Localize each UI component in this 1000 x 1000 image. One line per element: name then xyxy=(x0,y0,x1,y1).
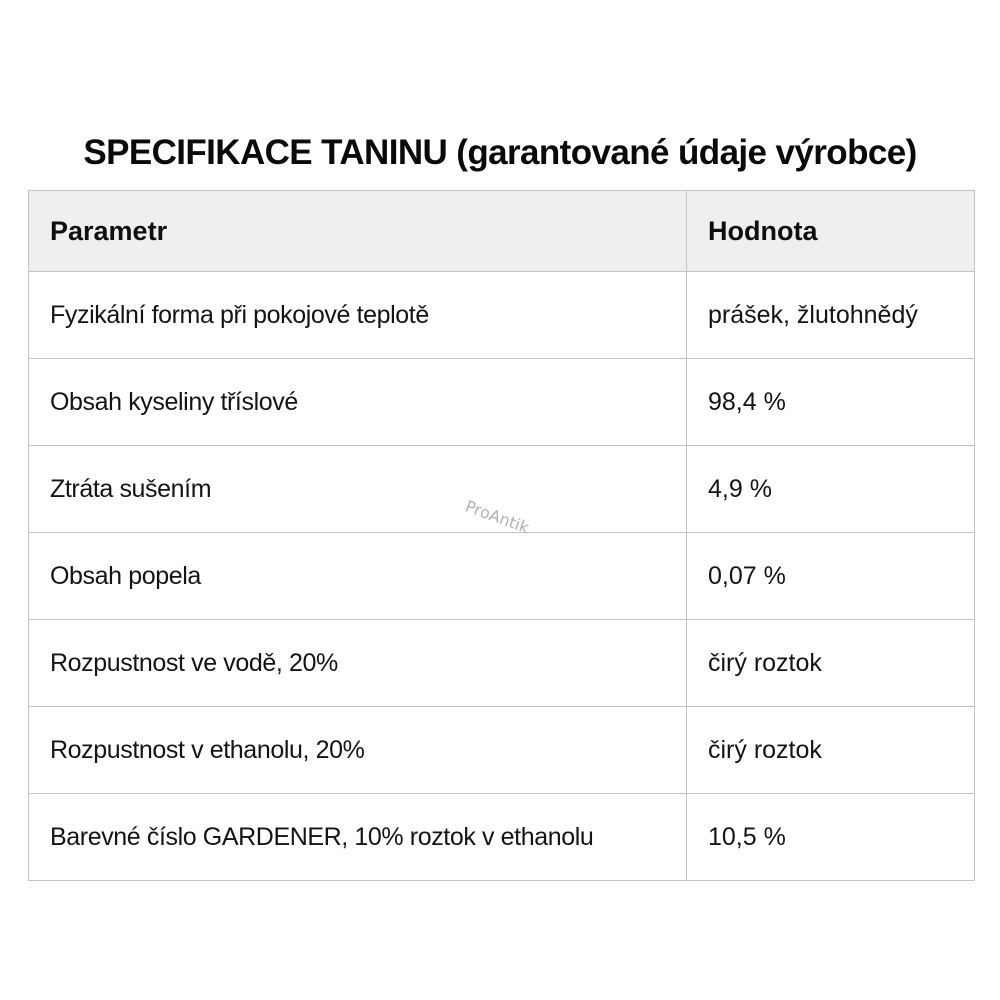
column-header-value: Hodnota xyxy=(687,191,975,272)
table-body xyxy=(29,272,975,881)
table-row xyxy=(29,359,975,446)
value-cell: 4,9 % xyxy=(687,446,975,533)
value-cell: prášek, žlutohnědý xyxy=(687,272,975,359)
table-row xyxy=(29,533,975,620)
header-row xyxy=(29,191,975,272)
value-cell: 0,07 % xyxy=(687,533,975,620)
table-header xyxy=(29,191,975,272)
value-cell: 98,4 % xyxy=(687,359,975,446)
parameter-cell: Barevné číslo GARDENER, 10% roztok v ethanolu xyxy=(29,794,687,881)
table-row xyxy=(29,620,975,707)
column-header-parameter: Parametr xyxy=(29,191,687,272)
table-row xyxy=(29,272,975,359)
table-row xyxy=(29,707,975,794)
page-title: SPECIFIKACE TANINU (garantované údaje výrobce) xyxy=(83,133,917,173)
value-cell: čirý roztok xyxy=(687,620,975,707)
value-cell: čirý roztok xyxy=(687,707,975,794)
watermark: ProAntik xyxy=(462,496,532,538)
parameter-cell: Obsah popela xyxy=(29,533,687,620)
value-cell: 10,5 % xyxy=(687,794,975,881)
parameter-cell: Rozpustnost v ethanolu, 20% xyxy=(29,707,687,794)
specification-table xyxy=(28,190,975,881)
table-row xyxy=(29,794,975,881)
parameter-cell: Obsah kyseliny tříslové xyxy=(29,359,687,446)
parameter-cell: Ztráta sušením xyxy=(29,446,687,533)
parameter-cell: Fyzikální forma při pokojové teplotě xyxy=(29,272,687,359)
parameter-cell: Rozpustnost ve vodě, 20% xyxy=(29,620,687,707)
